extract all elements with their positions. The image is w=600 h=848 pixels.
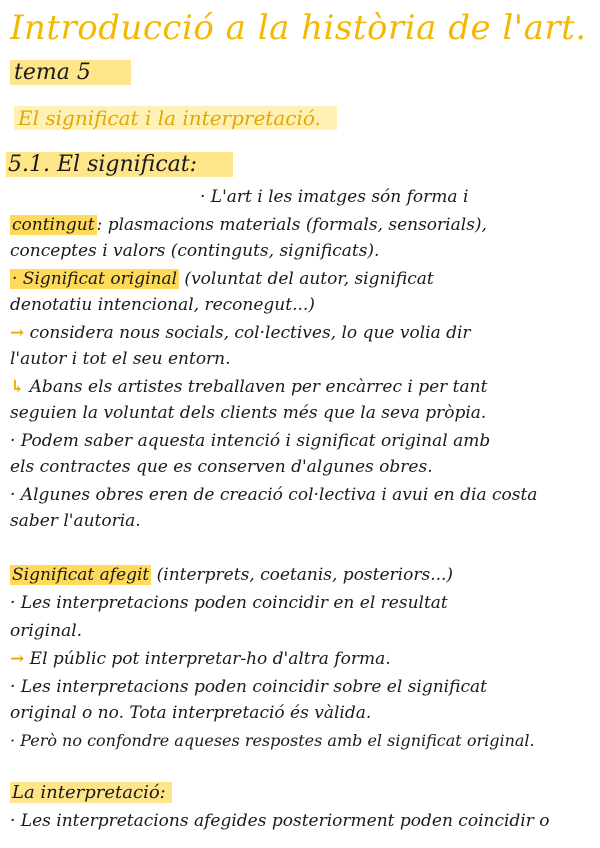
text-line-l5: denotatiu intencional, reconegut...) [10, 295, 315, 315]
text-line-l16: original. [10, 621, 83, 641]
text-line [10, 238, 379, 264]
text-line [10, 590, 448, 616]
text-fragment: considera nous socials, col·lectives, lo que volia dir [24, 323, 471, 343]
text-line-l19: original o no. Tota interpretació és vàlida. [10, 703, 372, 723]
highlight-significat-afegit: Significat afegit [12, 565, 150, 585]
text-line [10, 562, 453, 588]
topic-label: tema 5 [10, 60, 131, 85]
arrow-right-icon: → [10, 323, 25, 343]
text-line [10, 482, 537, 508]
text-line [10, 618, 82, 644]
text-line-l22: · Les interpretacions afegides posteriorment poden coincidir o [10, 811, 550, 831]
text-line [10, 212, 487, 238]
text-fragment: El públic pot interpretar-ho d'altra forma. [24, 649, 391, 669]
interpretation-heading: La interpretació: [10, 782, 172, 803]
text-line-l11: els contractes que es conserven d'algunes obres. [10, 457, 433, 477]
text-line-l1: · L'art i les imatges són forma i [200, 187, 469, 207]
text-line [10, 400, 486, 426]
text-line-l20: · Però no confondre aqueses respostes amb el significat original. [10, 731, 535, 750]
text-line [10, 780, 172, 806]
highlight-contingut: contingut [12, 215, 95, 235]
text-line-l18: · Les interpretacions poden coincidir sobre el significat [10, 677, 487, 697]
subtitle: El significat i la interpretació. [14, 106, 337, 130]
text-line [10, 292, 315, 318]
text-line [10, 646, 391, 672]
text-line [10, 346, 231, 372]
text-fragment: : plasmacions materials (formals, sensorials), [96, 215, 487, 235]
text-fragment: (voluntat del autor, significat [179, 269, 434, 289]
text-line-l13: saber l'autoria. [10, 511, 141, 531]
text-line-l3: conceptes i valors (continguts, significats). [10, 241, 380, 261]
text-line [10, 728, 535, 754]
text-fragment: (interprets, coetanis, posteriors...) [151, 565, 454, 585]
text-line [10, 674, 487, 700]
corner-arrow-icon: ↳ [10, 377, 25, 397]
text-line [10, 700, 371, 726]
text-line [200, 184, 468, 210]
arrow-right-icon: → [10, 649, 25, 669]
text-line [10, 320, 471, 346]
text-fragment: Abans els artistes treballaven per encàrrec i per tant [24, 377, 488, 397]
text-line-l9: seguien la voluntat dels clients més que la seva pròpia. [10, 403, 487, 423]
text-line [10, 374, 487, 400]
text-line-l10: · Podem saber aquesta intenció i significat original amb [10, 431, 491, 451]
text-line [10, 266, 434, 292]
text-line [10, 808, 550, 834]
text-line-l7: l'autor i tot el seu entorn. [10, 349, 231, 369]
text-line-l12: · Algunes obres eren de creació col·lectiva i avui en dia costa [10, 485, 538, 505]
text-line [10, 508, 141, 534]
text-line-l15: · Les interpretacions poden coincidir en el resultat [10, 593, 448, 613]
text-line [10, 454, 433, 480]
text-line [10, 428, 490, 454]
page-title: Introducció a la història de l'art. [10, 8, 587, 48]
highlight-significat-original: · Significat original [12, 269, 178, 289]
section-heading: 5.1. El significat: [6, 152, 233, 177]
